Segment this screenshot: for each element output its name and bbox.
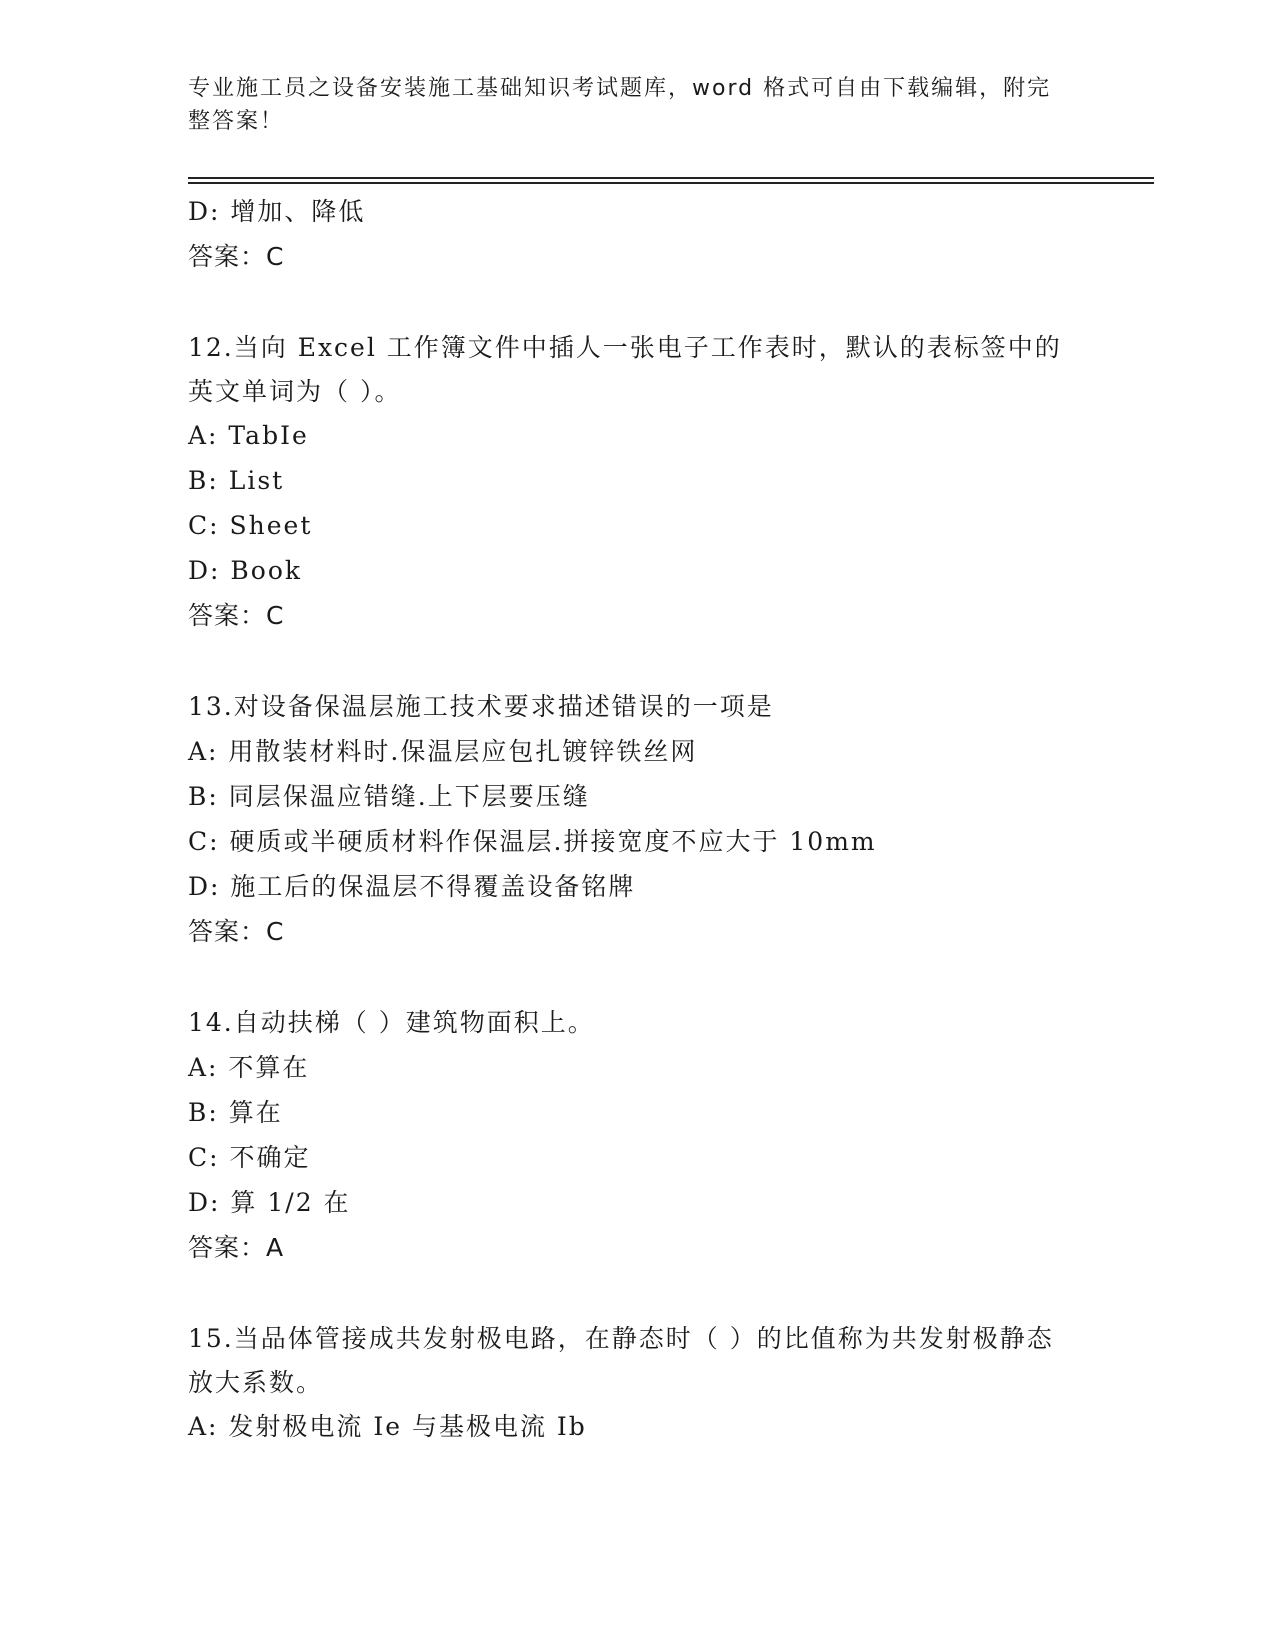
answer: 答案：C xyxy=(188,917,285,946)
option-d: D: 施工后的保温层不得覆盖设备铭牌 xyxy=(188,872,636,901)
option-c: C: Sheet xyxy=(188,511,313,540)
option-a: A: 不算在 xyxy=(188,1053,310,1082)
option-b: B: 算在 xyxy=(188,1098,283,1127)
answer: 答案：A xyxy=(188,1233,285,1262)
question-stem: 14.自动扶梯（ ）建筑物面积上。 xyxy=(188,1008,595,1037)
question-12 xyxy=(188,326,1088,639)
option-c: C: 硬质或半硬质材料作保温层.拼接宽度不应大于 10mm xyxy=(188,827,877,856)
question-stem: 15.当品体管接成共发射极电路，在静态时（ ）的比值称为共发射极静态放大系数。 xyxy=(188,1324,1054,1397)
option-a: A: TabIe xyxy=(188,421,309,450)
document-header: 专业施工员之设备安装施工基础知识考试题库，word 格式可自由下载编辑，附完整答案！ xyxy=(188,76,1052,134)
question-14 xyxy=(188,1001,1088,1271)
option-b: B: List xyxy=(188,466,285,495)
question-stem: 13.对设备保温层施工技术要求描述错误的一项是 xyxy=(188,692,774,721)
question-list xyxy=(188,190,1088,1450)
option-d: D: 算 1/2 在 xyxy=(188,1188,351,1217)
header-divider-top xyxy=(188,177,1154,179)
answer: 答案：C xyxy=(188,242,285,271)
option-d: D: 增加、降低 xyxy=(188,197,366,226)
answer: 答案：C xyxy=(188,601,285,630)
header-divider-bottom xyxy=(188,182,1154,184)
option-d: D: Book xyxy=(188,556,303,585)
option-b: B: 同层保温应错缝.上下层要压缝 xyxy=(188,782,590,811)
option-a: A: 用散装材料时.保温层应包扎镀锌铁丝网 xyxy=(188,737,698,766)
question-stem: 12.当向 Excel 工作簿文件中插人一张电子工作表时，默认的表标签中的英文单词为（ ）。 xyxy=(188,333,1062,406)
option-c: C: 不确定 xyxy=(188,1143,311,1172)
question-15 xyxy=(188,1317,1088,1450)
option-a: A: 发射极电流 Ie 与基极电流 Ib xyxy=(188,1412,587,1441)
question-13 xyxy=(188,685,1088,955)
question-11-fragment xyxy=(188,190,1088,280)
